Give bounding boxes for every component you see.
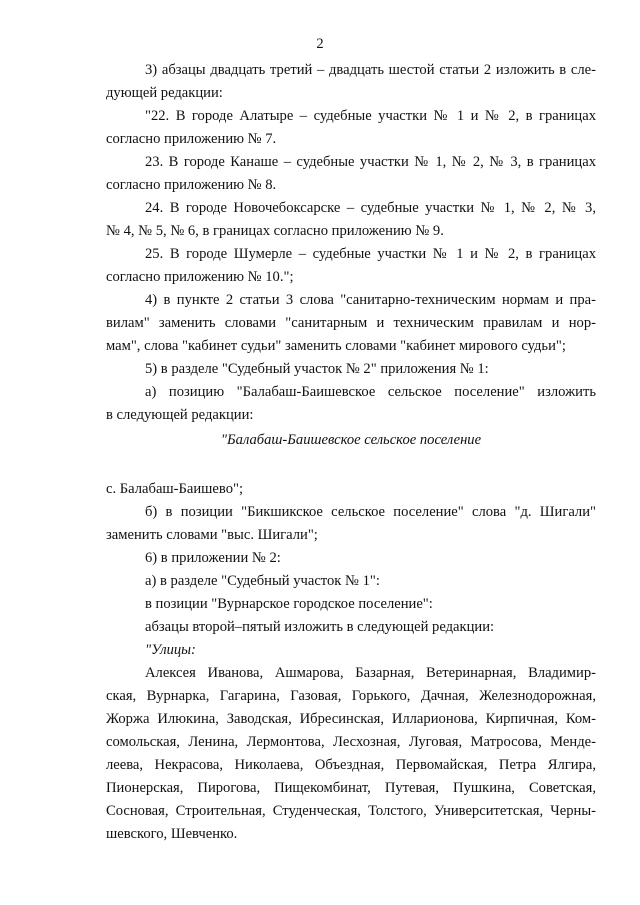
text-line: № 4, № 5, № 6, в границах согласно приложению № 9. [106,223,444,239]
text-line: в позиции "Вурнарское городское поселение": [145,596,433,612]
text-line: согласно приложению № 7. [106,131,277,147]
text-line: 3) абзацы двадцать третий – двадцать шестой статьи 2 изложить в сле- [145,62,596,78]
text-line: а) в разделе "Судебный участок № 1": [145,573,380,589]
text-line: шевского, Шевченко. [106,826,238,842]
text-line: 25. В городе Шумерле – судебные участки № 1 и № 2, в границах [145,246,596,262]
text-line: сомольская, Ленина, Лермонтова, Лесхозная, Луговая, Матросова, Менде- [106,734,596,750]
italic-heading: "Балабаш-Баишевское сельское поселение [220,432,482,448]
text-line: 6) в приложении № 2: [145,550,281,566]
text-line: 5) в разделе "Судебный участок № 2" приложения № 1: [145,361,489,377]
text-line: 24. В городе Новочебоксарске – судебные участки № 1, № 2, № 3, [145,200,596,216]
text-line: дующей редакции: [106,85,223,101]
text-line: согласно приложению № 8. [106,177,277,193]
text-line: Сосновая, Строительная, Студенческая, Толстого, Университетская, Черны- [106,803,596,819]
page-number: 2 [316,36,324,52]
text-line: с. Балабаш-Баишево"; [106,481,244,497]
text-line: заменить словами "выс. Шигали"; [106,527,318,543]
text-line: 4) в пункте 2 статьи 3 слова "санитарно-техническим нормам и пра- [145,292,596,308]
italic-subheading: "Улицы: [145,642,196,658]
text-line: согласно приложению № 10."; [106,269,294,285]
text-line: леева, Некрасова, Николаева, Объездная, Первомайская, Петра Ялгира, [106,757,596,773]
text-line: 23. В городе Канаше – судебные участки № 1, № 2, № 3, в границах [145,154,596,170]
text-line: б) в позиции "Бикшикское сельское поселение" слова "д. Шигали" [145,504,596,520]
text-line: Пионерская, Пирогова, Пищекомбинат, Путевая, Пушкина, Советская, [106,780,596,796]
text-line: "22. В городе Алатыре – судебные участки № 1 и № 2, в границах [145,108,596,124]
text-line: абзацы второй–пятый изложить в следующей редакции: [145,619,495,635]
text-line: ская, Вурнарка, Гагарина, Газовая, Горького, Дачная, Железнодорожная, [106,688,596,704]
text-line: Жоржа Илюкина, Заводская, Ибресинская, Илларионова, Кирпичная, Ком- [106,711,596,727]
text-line: в следующей редакции: [106,407,254,423]
text-line: мам", слова "кабинет судьи" заменить словами "кабинет мирового судьи"; [106,338,566,354]
text-line: Алексея Иванова, Ашмарова, Базарная, Ветеринарная, Владимир- [145,665,596,681]
text-line: а) позицию "Балабаш-Баишевское сельское поселение" изложить [145,384,596,400]
text-line: вилам" заменить словами "санитарным и техническим правилам и нор- [106,315,596,331]
